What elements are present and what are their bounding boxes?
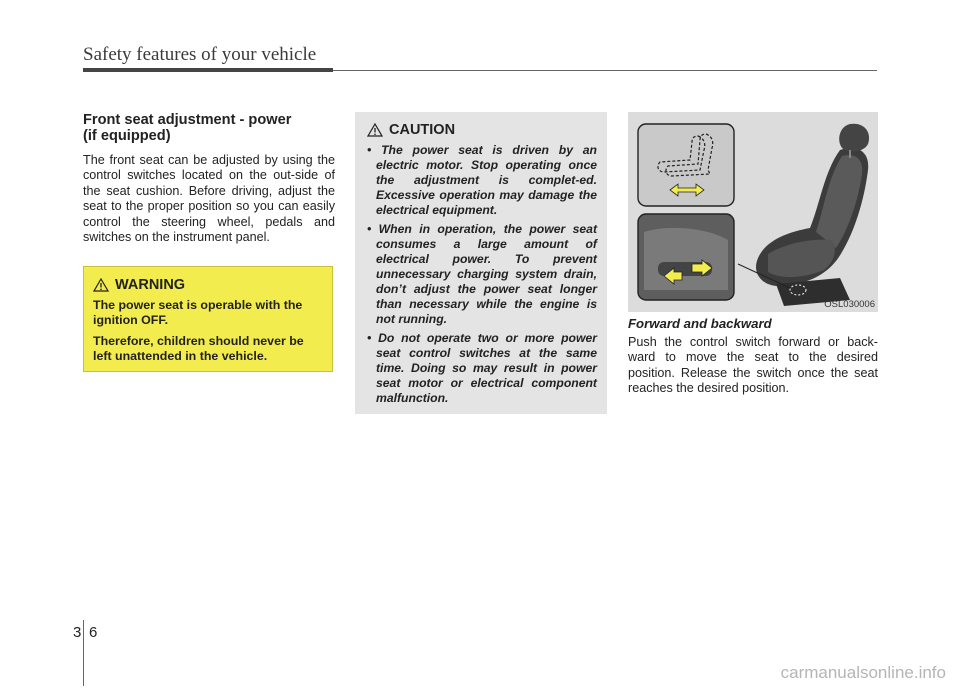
warning-triangle-icon — [93, 278, 109, 292]
caution-item-1: • The power seat is driven by an electric motor. Stop operating once the adjustment is complet-ed. Excessive operation may damage the electrical equipment. — [367, 143, 598, 217]
warning-header — [93, 277, 323, 293]
caution-header — [367, 122, 597, 138]
footer-rule — [83, 620, 84, 686]
page-header-title: Safety features of your vehicle — [83, 44, 317, 65]
caution-item-1-text: The power seat is driven by an electric motor. Stop operating once the adjustment is complet-ed. Excessive operation may damage the electrical equipment. — [376, 143, 598, 217]
section-body: The front seat can be adjusted by using the control switches located on the out-side of the seat cushion. Before driving, adjust the seat to the proper position so you can easily control the steering wheel, pedals and switches on the instrument panel. — [83, 153, 335, 245]
forward-backward-body: Push the control switch forward or back-ward to move the seat to the desired position. Release the switch once the seat reaches the desired position. — [628, 335, 878, 396]
right-column — [628, 316, 878, 397]
seat-drawing — [738, 124, 869, 306]
inset-seat-outline — [638, 124, 734, 206]
caution-item-2-text: When in operation, the power seat consumes a large amount of electrical power. To prevent unnecessary charging system drain, don’t adjust the power seat longer than necessary while the engine is not running. — [376, 222, 598, 326]
header-rule — [83, 68, 333, 72]
caution-list — [367, 143, 597, 406]
caution-label: CAUTION — [389, 122, 456, 138]
power-seat-illustration — [628, 112, 878, 312]
left-column — [83, 112, 335, 245]
figure-code: OSL030006 — [824, 299, 875, 310]
caution-triangle-icon — [367, 123, 383, 137]
section-title — [83, 112, 335, 144]
caution-item-2: • When in operation, the power seat consumes a large amount of electrical power. To prevent unnecessary charging system drain, don’t adjust the power seat longer than necessary while the engine is not running. — [367, 222, 598, 326]
seat-illustration — [628, 112, 878, 312]
warning-text-1: The power seat is operable with the ignition OFF. — [93, 298, 303, 327]
watermark: carmanualsonline.info — [780, 663, 946, 682]
section-title-line2: (if equipped) — [83, 128, 171, 144]
inset-control-switch — [638, 214, 734, 300]
section-title-line1: Front seat adjustment - power — [83, 112, 292, 128]
caution-item-3-text: Do not operate two or more power seat control switches at the same time. Doing so may result in power seat motor or electrical component malfunction. — [376, 331, 597, 405]
warning-label: WARNING — [115, 277, 186, 293]
forward-backward-title: Forward and backward — [628, 316, 772, 331]
caution-item-3: • Do not operate two or more power seat control switches at the same time. Doing so may result in power seat motor or electrical component malfunction. — [367, 331, 597, 405]
warning-text-2: Therefore, children should never be left unattended in the vehicle. — [93, 334, 304, 363]
chapter-number: 3 — [73, 624, 82, 641]
header-rule-thin — [333, 70, 877, 71]
page-number: 6 — [89, 624, 98, 641]
caution-box — [355, 112, 607, 414]
warning-box — [83, 266, 333, 372]
